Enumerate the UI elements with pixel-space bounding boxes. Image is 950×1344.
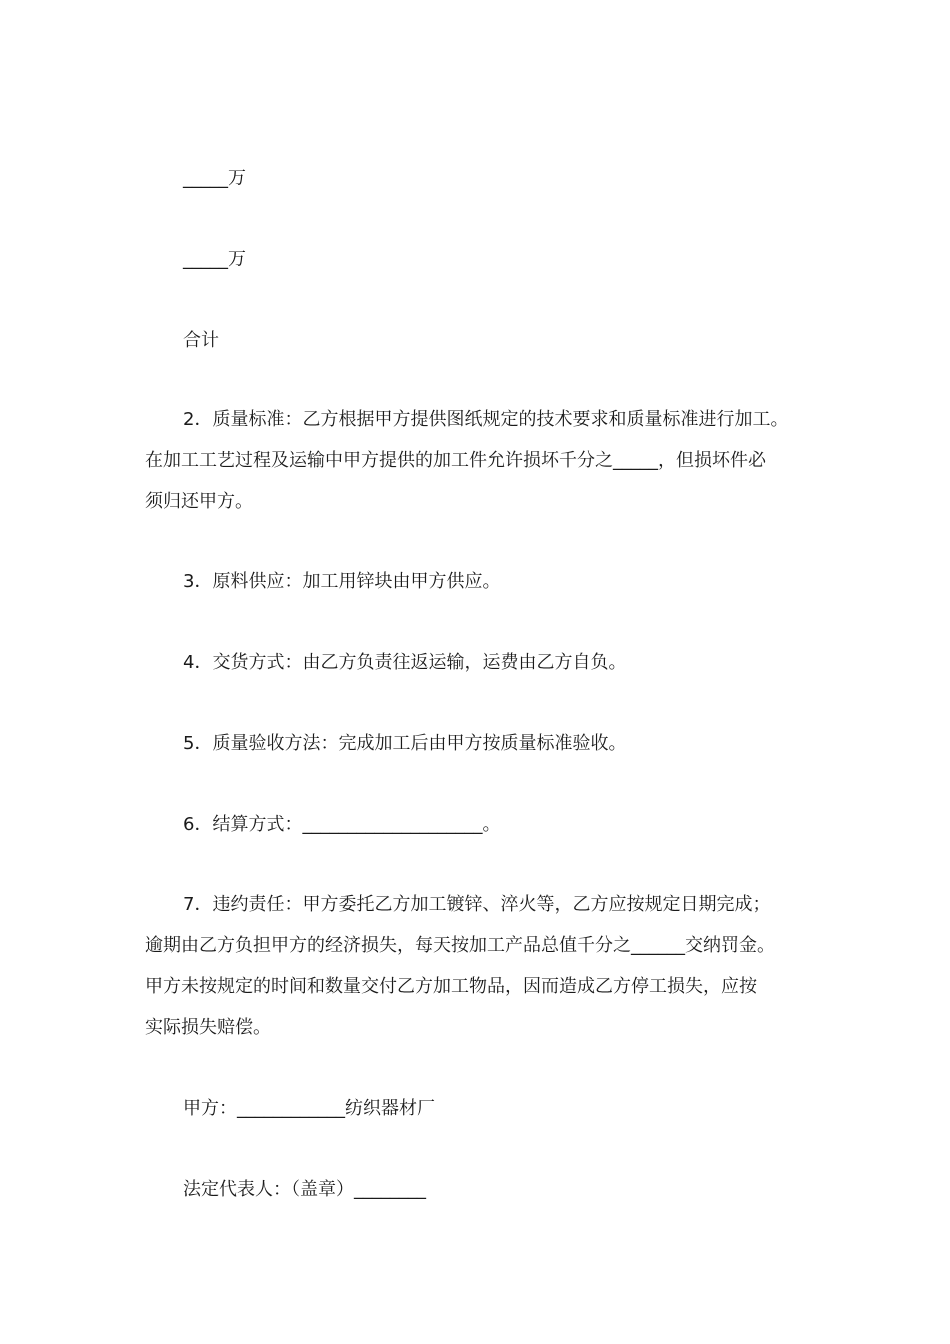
clause-material-supply: 3．原料供应：加工用锌块由甲方供应。 <box>183 571 501 592</box>
total-label: 合计 <box>183 330 219 351</box>
amount-line-2: _____万 <box>183 249 246 270</box>
clause-liability: 7．违约责任：甲方委托乙方加工镀锌、淬火等，乙方应按规定日期完成； <box>183 894 771 915</box>
clause-quality-standard-cont-2: 须归还甲方。 <box>145 491 253 512</box>
legal-representative-line: 法定代表人：（盖章）________ <box>183 1179 426 1200</box>
party-a-line: 甲方：____________纺织器材厂 <box>183 1098 435 1119</box>
clause-liability-cont-2: 甲方未按规定的时间和数量交付乙方加工物品，因而造成乙方停工损失，应按 <box>145 976 757 997</box>
clause-acceptance: 5．质量验收方法：完成加工后由甲方按质量标准验收。 <box>183 733 627 754</box>
amount-line-1: _____万 <box>183 168 246 189</box>
clause-quality-standard-cont-1: 在加工工艺过程及运输中甲方提供的加工件允许损坏千分之_____，但损坏件必 <box>145 450 766 471</box>
clause-delivery: 4．交货方式：由乙方负责往返运输，运费由乙方自负。 <box>183 652 627 673</box>
clause-settlement: 6．结算方式：____________________。 <box>183 814 501 835</box>
clause-liability-cont-1: 逾期由乙方负担甲方的经济损失，每天按加工产品总值千分之______交纳罚金。 <box>145 935 775 956</box>
clause-quality-standard: 2．质量标准：乙方根据甲方提供图纸规定的技术要求和质量标准进行加工。 <box>183 409 789 430</box>
clause-liability-cont-3: 实际损失赔偿。 <box>145 1017 271 1038</box>
